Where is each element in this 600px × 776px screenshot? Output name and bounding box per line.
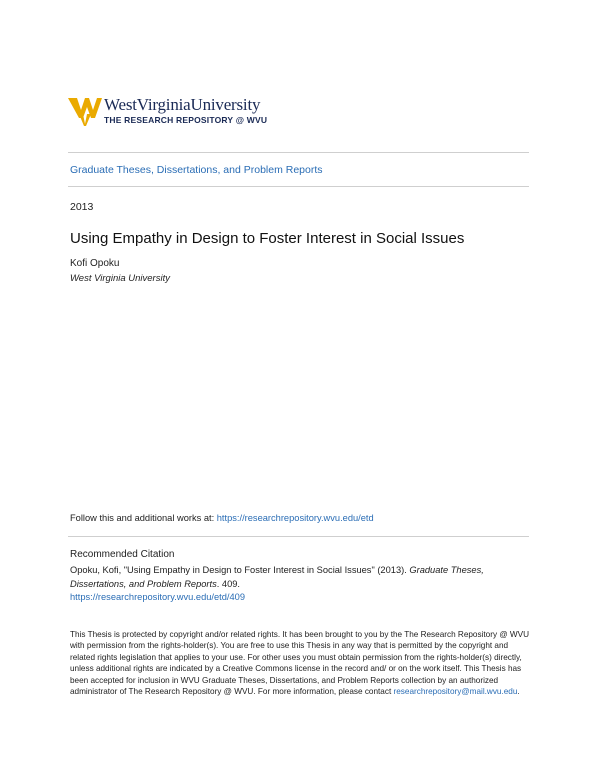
notice-end: . [517,687,520,697]
citation-link[interactable]: https://researchrepository.wvu.edu/etd/409 [70,592,246,602]
follow-line [70,513,374,523]
citation-line: Opoku, Kofi, "Using Empathy in Design to Foster Interest in Social Issues" (2013). [70,565,410,575]
document-title: Using Empathy in Design to Foster Interest in Social Issues [70,230,465,247]
publication-year: 2013 [70,201,94,213]
citation-series-b: Dissertations, and Problem Reports [70,578,217,589]
author-name: Kofi Opoku [70,258,120,269]
logo-university-name: WestVirginiaUniversity [104,95,261,114]
logo-text [104,96,267,125]
follow-link[interactable]: https://researchrepository.wvu.edu/etd [216,513,374,523]
recommended-citation-heading: Recommended Citation [70,549,175,560]
notice-text: This Thesis is protected by copyright and/or related rights. It has been brought to you by the The Research Repository @ WVU with permission from the rights-holder(s). You are free to use this Thesis in any way that is permitted by the copyright and related rights legislation that applies to your use. For other uses you must obtain permission from the rights-holder(s) directly, unless additional rights are indicated by a Creative Commons license in the record and/ or on the work itself. This Thesis has been accepted for inclusion in WVU Graduate Theses, Dissertations, and Problem Reports collection by an authorized administrator of The Research Repository @ WVU. For more information, please contact [70,630,530,697]
citation-series-a: Graduate Theses, [409,565,484,575]
author-affiliation: West Virginia University [70,273,170,284]
collection-link[interactable]: Graduate Theses, Dissertations, and Problem Reports [70,164,323,176]
divider [68,536,529,537]
divider [68,186,529,187]
contact-email-link[interactable]: researchrepository@mail.wvu.edu [393,687,518,697]
citation-text [70,564,540,605]
logo-repository-name: THE RESEARCH REPOSITORY @ WVU [104,115,268,125]
divider [68,152,529,153]
flying-wv-icon [68,96,102,126]
follow-text: Follow this and additional works at: [70,513,217,523]
wvu-logo[interactable] [68,96,267,126]
citation-number: . 409. [216,578,241,589]
rights-notice [70,629,532,697]
